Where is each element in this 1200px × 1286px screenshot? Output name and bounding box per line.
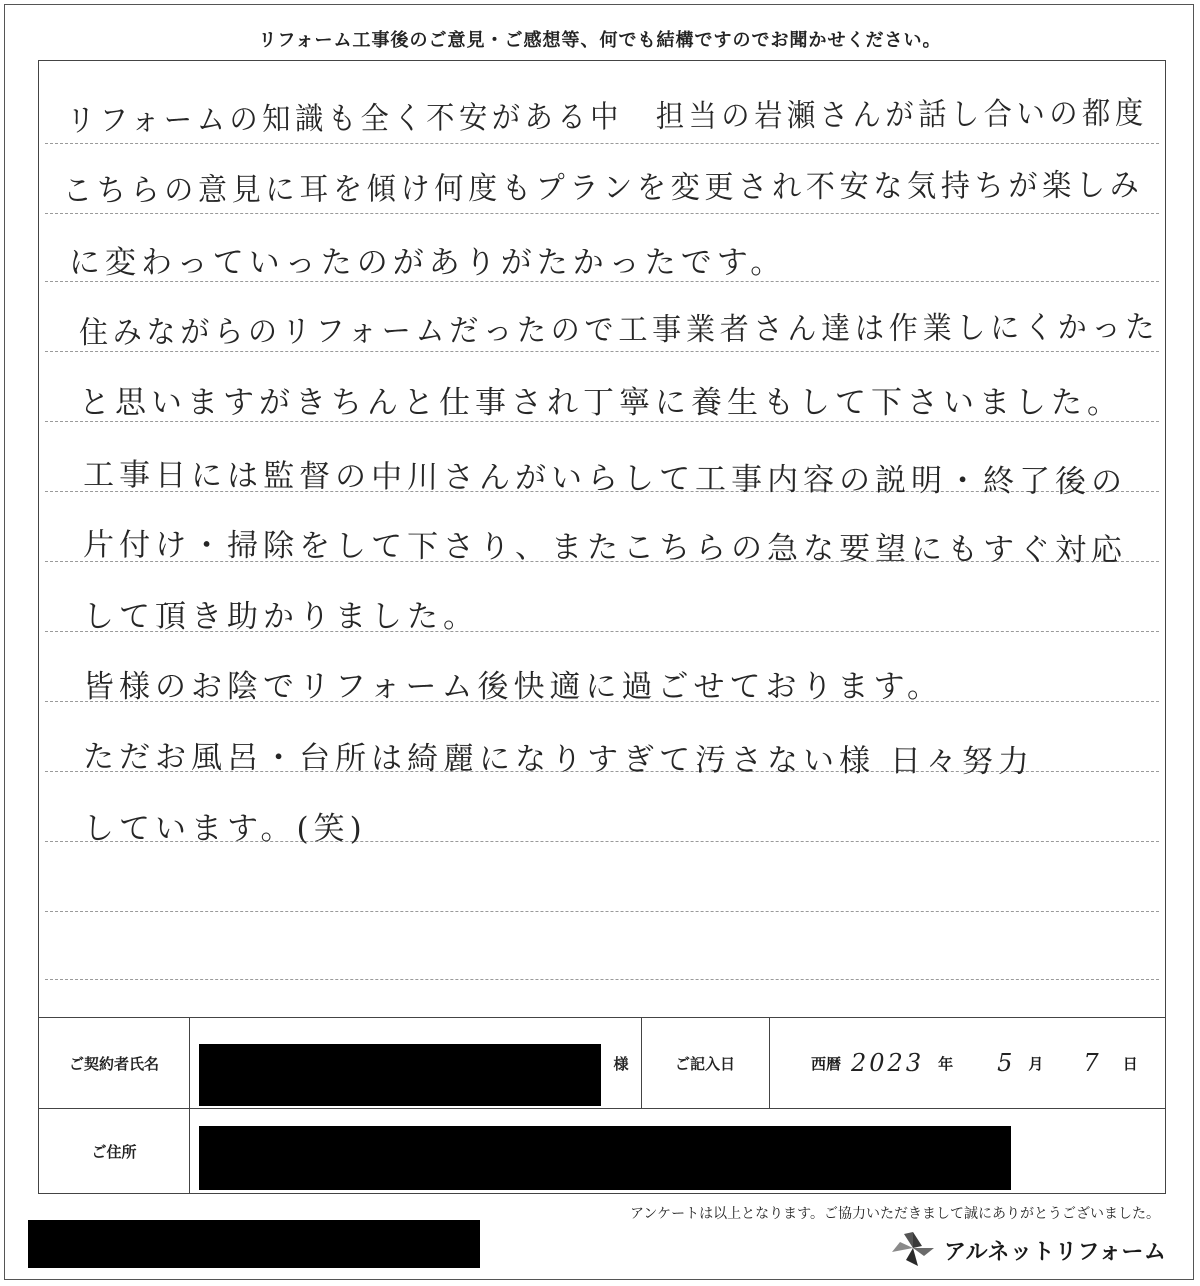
month-unit: 月 xyxy=(1028,1054,1044,1073)
pinwheel-logo-icon xyxy=(888,1228,938,1272)
survey-title: リフォーム工事後のご意見・ご感想等、何でも結構ですのでお聞かせください。 xyxy=(258,30,942,51)
table-divider xyxy=(39,1108,1165,1109)
handwritten-line: ただお風呂・台所は綺麗になりすぎて汚さない様 日々努力 xyxy=(83,739,1035,780)
redacted-address xyxy=(199,1126,1011,1190)
handwritten-line: 工事日には監督の中川さんがいらして工事内容の説明・終了後の xyxy=(83,457,1128,501)
name-label: ご契約者氏名 xyxy=(68,1054,159,1073)
handwritten-line: しています。(笑) xyxy=(83,811,367,847)
redacted-name xyxy=(199,1044,601,1106)
closing-thanks: アンケートは以上となります。ご協力いただきまして誠にありがとうございました。 xyxy=(629,1206,1160,1222)
table-divider xyxy=(769,1018,770,1108)
date-day: 7 xyxy=(1083,1049,1099,1077)
era-label: 西暦 xyxy=(811,1054,842,1073)
handwritten-line: して頂き助かりました。 xyxy=(83,599,479,635)
handwritten-line: 片付け・掃除をして下さり、またこちらの急な要望にもすぐ対応 xyxy=(83,527,1128,569)
brand-name: アルネットリフォーム xyxy=(944,1239,1167,1265)
handwritten-line: と思いますがきちんと仕事され丁寧に養生もして下さいました。 xyxy=(79,385,1123,421)
survey-sheet xyxy=(38,60,1166,1194)
handwritten-line: 皆様のお陰でリフォーム後快適に過ごせております。 xyxy=(83,669,943,705)
ruled-line xyxy=(45,979,1159,980)
year-unit: 年 xyxy=(938,1054,954,1073)
address-label: ご住所 xyxy=(91,1142,137,1161)
honorific-label: 様 xyxy=(613,1054,629,1073)
redacted-block xyxy=(28,1220,480,1268)
ruled-line xyxy=(45,213,1159,214)
ruled-line xyxy=(45,143,1159,144)
handwritten-line: リフォームの知識も全く不安がある中 担当の岩瀬さんが話し合いの都度 xyxy=(66,95,1148,140)
date-value xyxy=(809,1018,1165,1108)
day-unit: 日 xyxy=(1122,1054,1138,1073)
handwritten-line: こちらの意見に耳を傾け何度もプランを変更され不安な気持ちが楽しみ xyxy=(62,167,1144,210)
contract-info-table xyxy=(39,1017,1165,1194)
date-year: 2023 xyxy=(851,1049,925,1077)
table-divider xyxy=(189,1018,190,1194)
comment-area xyxy=(39,61,1165,1021)
date-label: ご記入日 xyxy=(674,1054,735,1073)
handwritten-line: 住みながらのリフォームだったので工事業者さん達は作業しにくかった xyxy=(78,309,1160,351)
date-month: 5 xyxy=(997,1049,1013,1077)
handwritten-line: に変わっていったのがありがたかったです。 xyxy=(69,245,787,281)
brand-logo xyxy=(888,1228,1166,1272)
ruled-line xyxy=(45,911,1159,912)
